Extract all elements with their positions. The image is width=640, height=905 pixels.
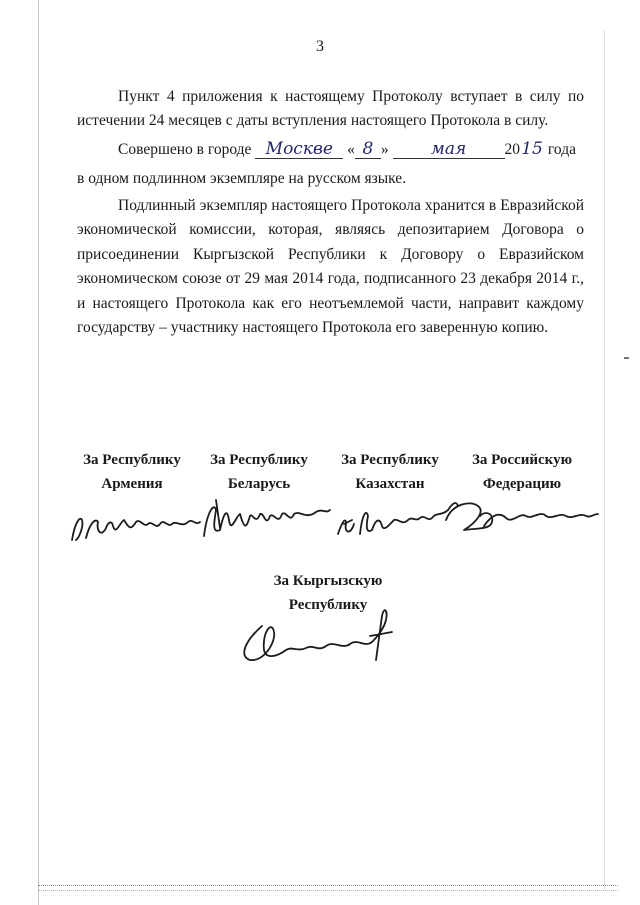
signature-kyrgyzstan [244,610,392,660]
signatory-line2: Федерацию [482,476,562,492]
signing-suffix: года [547,141,576,158]
paragraph-text: Пункт 4 приложения к настоящему Протоколу вступает в силу по истечении 24 месяцев с даты вступления настоящего Протокола в силу. [77,88,584,130]
handwritten-city: Москве [255,140,343,159]
page-number: 3 [316,38,324,55]
signatory-line1: За Российскую [471,452,573,468]
signatory-line1: За Республику [83,452,181,468]
signatory-line2: Армения [101,476,163,492]
signature-armenia [72,519,200,540]
signatory-line1: За Кыргызскую [273,573,383,589]
signing-line-2: в одном подлинном экземпляре на русском языке. [77,170,407,187]
year-prefix: 20 [504,141,521,158]
signature-russia [446,503,598,530]
handwritten-month: мая [393,140,505,159]
signatory-line1: За Республику [341,452,439,468]
signature-belarus [204,500,330,536]
signatory-line2: Казахстан [355,476,425,492]
signatory-line2: Беларусь [227,476,291,492]
paragraph-text: Подлинный экземпляр настоящего Протокола хранится в Евразийской экономической комиссии, которая, являясь депозитарием Договора о присоединении Кыргызской Республики к Договору о Евразийском экономическом союзе от 29 мая 2014 года, подписанного 23 декабря 2014 г., и настоящего Протокола как его неотъемлемой части, направит каждому государству – участнику настоящего Протокола его заверенную копию. [77,197,584,337]
signatory-line1: За Республику [210,452,308,468]
quote-close: » [380,141,389,158]
handwritten-year: 15 [521,139,543,159]
signatory-line2: Республику [288,597,368,613]
signature-kazakhstan [338,503,458,534]
handwritten-day: 8 [355,140,381,159]
signing-prefix: Совершено в городе [118,141,252,158]
quote-open: « [347,141,355,158]
